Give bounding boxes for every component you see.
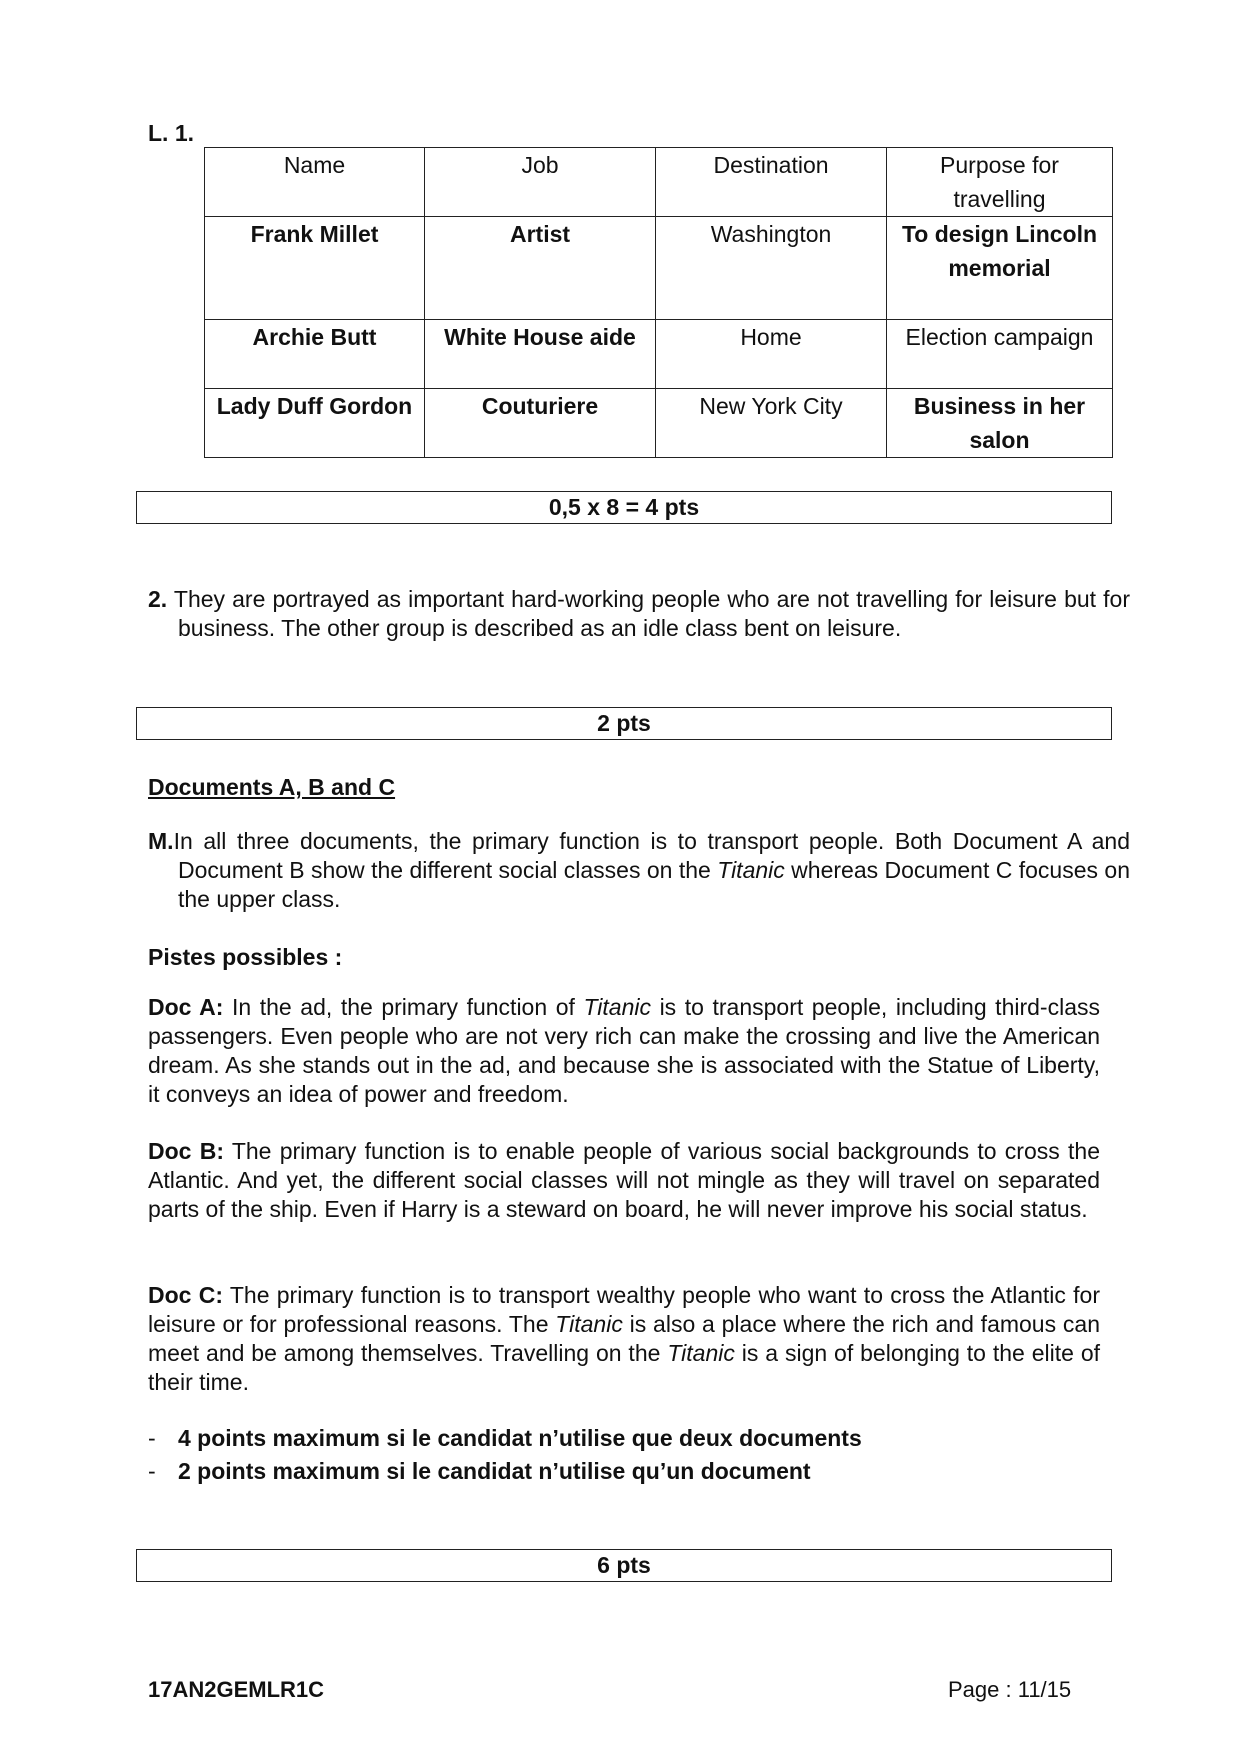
pistes-heading: Pistes possibles :: [148, 944, 343, 970]
doc-a-paragraph: Doc A: In the ad, the primary function of Titanic is to transport people, including third-class passengers. Even people who are not very rich can make the crossing and live the American dream. As she stands out in the ad, and because she is associated with the Statue of Liberty, it conveys an idea of power and freedom.: [148, 994, 1100, 1107]
table-cell: Archie Butt: [205, 320, 425, 389]
table-cell: To design Lincoln memorial: [887, 217, 1113, 320]
list-item: - 4 points maximum si le candidat n’utilise que deux documents: [148, 1425, 862, 1451]
document-code: 17AN2GEMLR1C: [148, 1677, 325, 1702]
question-label: M.: [148, 828, 174, 854]
question-m-answer: M.In all three documents, the primary function is to transport people. Both Document A and Document B show the different social classes on the Titanic whereas Document C focuses on the upper class.: [148, 828, 1131, 912]
table-cell: Couturiere: [425, 389, 656, 458]
titanic-italic: Titanic: [717, 857, 785, 883]
table-cell: White House aide: [425, 320, 656, 389]
titanic-italic: Titanic: [583, 994, 651, 1020]
table-row: [205, 320, 1113, 389]
passenger-table: [204, 147, 1113, 458]
table-header-row: [205, 148, 1113, 217]
table-cell: Frank Millet: [205, 217, 425, 320]
question-2-answer: [148, 585, 1130, 643]
table-cell: Artist: [425, 217, 656, 320]
score-box: 6 pts: [136, 1549, 1112, 1582]
list-item: - 2 points maximum si le candidat n’utilise qu’un document: [148, 1458, 811, 1484]
table-cell: Home: [656, 320, 887, 389]
page-number: Page : 11/15: [948, 1677, 1072, 1702]
column-header-name: Name: [205, 148, 425, 217]
doc-label: Doc A:: [148, 994, 224, 1020]
question-number: 2.: [148, 586, 168, 612]
table-cell: New York City: [656, 389, 887, 458]
titanic-italic: Titanic: [555, 1311, 623, 1337]
column-header-job: Job: [425, 148, 656, 217]
table-cell: Business in her salon: [887, 389, 1113, 458]
table-cell: Washington: [656, 217, 887, 320]
answer-text: They are portrayed as important hard-working people who are not travelling for leisure but for business. The other group is described as an idle class bent on leisure.: [173, 586, 1130, 641]
table-cell: Lady Duff Gordon: [205, 389, 425, 458]
table-row: [205, 389, 1113, 458]
doc-label: Doc C:: [148, 1282, 223, 1308]
table-cell: Election campaign: [887, 320, 1113, 389]
titanic-italic: Titanic: [667, 1340, 735, 1366]
doc-b-paragraph: Doc B: The primary function is to enable people of various social backgrounds to cross the Atlantic. And yet, the different social classes will not mingle as they will travel on separated parts of the ship. Even if Harry is a steward on board, he will never improve his social status.: [148, 1138, 1100, 1222]
doc-label: Doc B:: [148, 1138, 224, 1164]
score-box: 2 pts: [136, 707, 1112, 740]
section-label: L. 1.: [148, 120, 195, 146]
documents-heading: Documents A, B and C: [148, 774, 396, 800]
table-row: [205, 217, 1113, 320]
column-header-purpose: Purpose for travelling: [887, 148, 1113, 217]
doc-c-paragraph: Doc C: The primary function is to transport wealthy people who want to cross the Atlantic for leisure or for professional reasons. The Titanic is also a place where the rich and famous can meet and be among themselves. Travelling on the Titanic is a sign of belonging to the elite of their time.: [148, 1282, 1101, 1395]
column-header-destination: Destination: [656, 148, 887, 217]
score-box: 0,5 x 8 = 4 pts: [136, 491, 1112, 524]
